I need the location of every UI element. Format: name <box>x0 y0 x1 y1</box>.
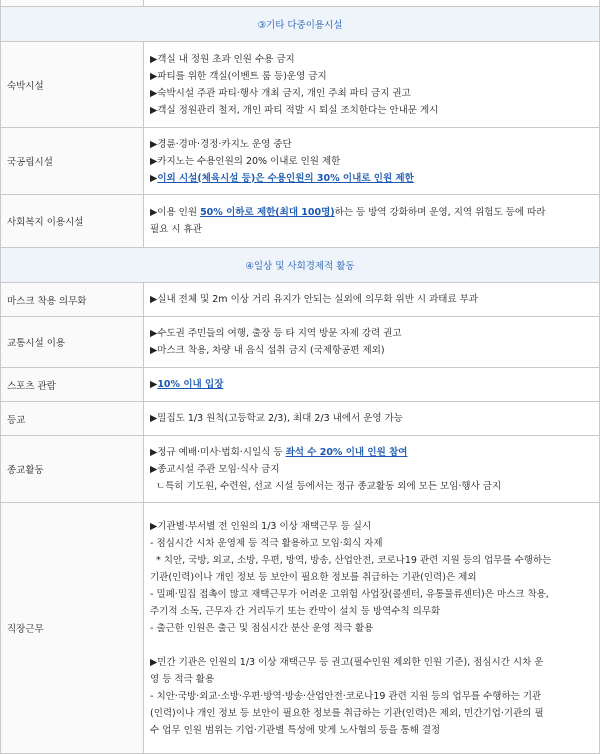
row-label: 직장근무 <box>1 503 144 754</box>
content-line: ▶밀집도 1/3 원칙(고등학교 2/3), 최대 2/3 내에서 운영 가능 <box>150 413 403 424</box>
content-line: - 점심시간 시차 운영제 등 적극 활용하고 모임·회식 자제 <box>150 537 383 549</box>
row-content <box>144 128 600 195</box>
content-line: ▶실내 전체 및 2m 이상 거리 유지가 안되는 실외에 의무화 위반 시 과태료 부과 <box>150 294 478 305</box>
content-line: (인력)이나 개인 정보 등 보안이 필요한 정보를 취급하는 기관(인력)은 제외, 민간기업·기관의 필 <box>150 707 544 719</box>
row-content <box>144 42 600 128</box>
row-label: 숙박시설 <box>1 42 144 128</box>
row-workplace <box>1 503 600 754</box>
highlight-link[interactable]: 10% 이내 입장 <box>157 379 224 390</box>
text-pre: ▶정규 예배·미사·법회·시일식 등 <box>150 446 286 458</box>
text-pre: ▶이용 인원 <box>150 207 201 218</box>
row-transport <box>1 317 600 368</box>
content-line <box>150 376 593 393</box>
highlight-link[interactable]: 50% 이하로 제한(최대 100명) <box>200 207 335 218</box>
row-religion <box>1 436 600 503</box>
row-label: 마스크 착용 의무화 <box>1 283 144 317</box>
content-line <box>150 170 593 187</box>
content-line: ▶파티를 위한 객실(이벤트 룸 등)운영 금지 <box>150 70 327 82</box>
row-content <box>144 503 600 754</box>
content-line: 영 등 적극 활용 <box>150 673 215 685</box>
bullet: ▶ <box>150 172 158 184</box>
row-label: 사회복지 이용시설 <box>1 195 144 248</box>
bullet: ▶ <box>150 379 158 390</box>
content-line: 주기적 소독, 근무자 간 거리두기 또는 칸막이 설치 등 방역수칙 의무화 <box>150 605 441 617</box>
content-line: ▶민간 기관은 인원의 1/3 이상 재택근무 등 권고(필수인원 제외한 인원 기준), 점심시간 시차 운 <box>150 656 544 668</box>
row-content <box>144 195 600 248</box>
row-label: 국공립시설 <box>1 128 144 195</box>
section-title: ④일상 및 사회경제적 활동 <box>1 248 600 283</box>
row-mask <box>1 283 600 317</box>
row-content <box>144 368 600 402</box>
blank-line <box>150 637 593 654</box>
row-public-facilities <box>1 128 600 195</box>
content-line: - 치안·국방·외교·소방·우편·방역·방송·산업안전·코로나19 관련 지원 등의 업무를 수행하는 기관 <box>150 690 542 702</box>
content-line: ▶객실 정원관리 철저, 개인 파티 적발 시 퇴실 조치한다는 안내문 게시 <box>150 104 439 116</box>
content-line: ㄴ특히 기도원, 수련원, 선교 시설 등에서는 정규 종교활동 외에 모든 모임·행사 금지 <box>150 480 502 492</box>
content-line: - 출근한 인원은 출근 및 점심시간 분산 운영 적극 활용 <box>150 622 374 634</box>
row-label: 등교 <box>1 402 144 436</box>
row-content <box>144 317 600 368</box>
section-header-other-facilities <box>1 7 600 42</box>
content-line: 수 업무 인원 범위는 기업·기관별 특성에 맞게 노사협의 등을 통해 결정 <box>150 724 441 736</box>
content-line: * 치안, 국방, 외교, 소방, 우편, 방역, 방송, 산업안전, 코로나19 관련 지원 등의 업무를 수행하는 <box>150 554 552 566</box>
content-line: ▶카지노는 수용인원의 20% 이내로 인원 제한 <box>150 155 341 167</box>
section-title: ③기타 다중이용시설 <box>1 7 600 42</box>
row-content <box>144 402 600 436</box>
content-line: ▶기관별·부서별 전 인원의 1/3 이상 재택근무 등 실시 <box>150 520 372 532</box>
text-post: 하는 등 방역 강화하며 운영, 지역 위험도 등에 따라 <box>334 207 546 218</box>
content-line: ▶마스크 착용, 차량 내 음식 섭취 금지 (국제항공편 제외) <box>150 345 385 356</box>
highlight-link[interactable]: 좌석 수 20% 이내 인원 참여 <box>285 446 408 458</box>
row-sports <box>1 368 600 402</box>
content-line: ▶숙박시설 주관 파티·행사 개최 금지, 개인 주최 파티 금지 권고 <box>150 87 411 99</box>
content-line: ▶객실 내 정원 초과 인원 수용 금지 <box>150 53 295 65</box>
row-content <box>144 436 600 503</box>
content-line: 필요 시 휴관 <box>150 224 202 235</box>
row-welfare <box>1 195 600 248</box>
highlight-link[interactable]: 이외 시설(체육시설 등)은 수용인원의 30% 이내로 인원 제한 <box>157 172 414 184</box>
row-school <box>1 402 600 436</box>
content-line: ▶종교시설 주관 모임·식사 금지 <box>150 463 280 475</box>
content-line: 기관(인력)이나 개인 정보 등 보안이 필요한 정보를 취급하는 기관(인력)은 제외 <box>150 571 477 583</box>
section-header-daily-activities <box>1 248 600 283</box>
content-line: - 밀폐·밀집 접촉이 많고 재택근무가 어려운 고위험 사업장(콜센터, 유통물류센터)은 마스크 착용, <box>150 588 549 600</box>
content-line: ▶수도권 주민들의 여행, 출장 등 타 지역 방문 자제 강력 권고 <box>150 328 402 339</box>
row-label: 종교활동 <box>1 436 144 503</box>
content-line <box>150 204 593 221</box>
row-label: 교통시설 이용 <box>1 317 144 368</box>
content-line: ▶경륜·경마·경정·카지노 운영 중단 <box>150 138 292 150</box>
content-line <box>150 444 593 461</box>
row-label: 스포츠 관람 <box>1 368 144 402</box>
row-lodging <box>1 42 600 128</box>
row-content <box>144 283 600 317</box>
